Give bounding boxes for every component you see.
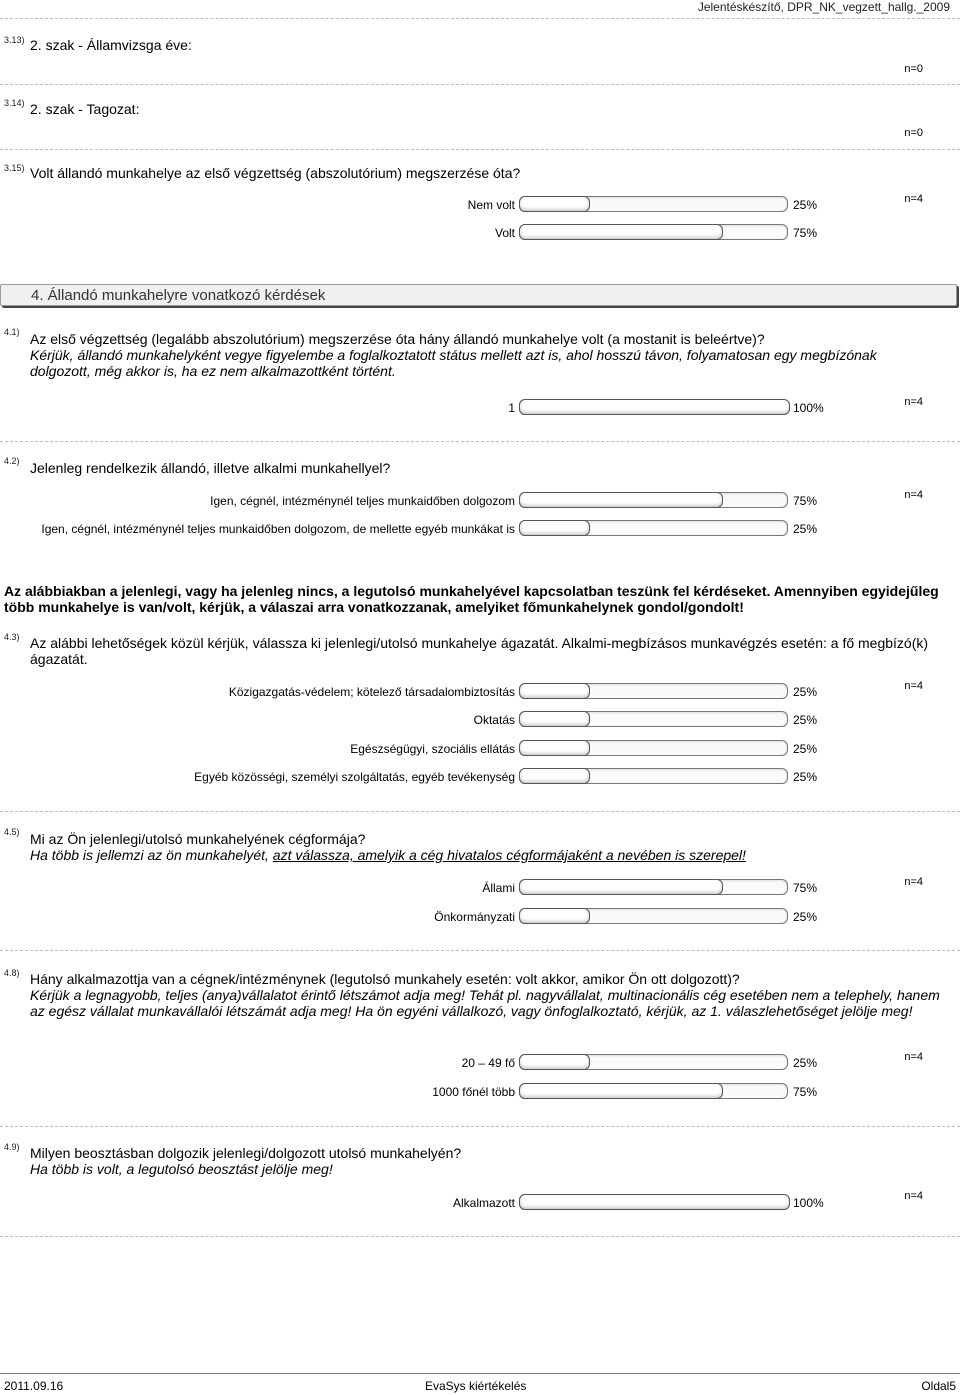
result-bar [519, 740, 788, 756]
response-count: n=4 [904, 1051, 923, 1063]
question-title: Az első végzettség (legalább abszolutórium) megszerzése óta hány állandó munkahelye volt (a mostanit is beleértve)? [30, 331, 765, 347]
result-bar-fill [519, 196, 590, 212]
response-count: n=4 [904, 396, 923, 408]
separator [0, 84, 960, 85]
result-bar [519, 683, 788, 699]
question-title: 2. szak - Államvizsga éve: [30, 37, 192, 53]
option-percent: 100% [793, 401, 824, 415]
separator [0, 811, 960, 812]
question-instruction: Kérjük a legnagyobb, teljes (anya)vállalatot érintő létszámot adja meg! Tehát pl. nagyvállalat, multinacionális cég esetében nem a telephely, hanem az egész vállalat munkavállalói létszámát adja meg! Ha ön egyéni vállalkozó, vagy önfoglalkoztató, kérjük, az 1. válaszlehetőséget jelölje meg! [30, 987, 940, 1019]
question-title: Hány alkalmazottja van a cégnek/intézménynek (legutolsó munkahely esetén: volt akkor, amikor Ön ott dolgozott)? [30, 971, 740, 987]
result-bar [519, 1194, 788, 1210]
instruction-lead: Ha több is jellemzi az ön munkahelyét, [30, 847, 273, 863]
response-count: n=4 [904, 489, 923, 501]
separator [0, 149, 960, 150]
option-label: Alkalmazott [452, 1196, 515, 1210]
instruction-emphasis: azt válassza, amelyik a cég hivatalos cégformájaként a nevében is szerepel! [272, 847, 746, 863]
question-number: 3.13) [4, 35, 25, 45]
result-bar-fill [519, 1054, 590, 1070]
result-bar-fill [519, 683, 590, 699]
option-percent: 25% [793, 685, 818, 699]
separator [0, 441, 960, 442]
footer-page: Oldal5 [921, 1379, 956, 1393]
option-label: Volt [494, 226, 515, 240]
option-percent: 75% [793, 1085, 818, 1099]
result-bar-fill [519, 492, 723, 508]
option-label: 1 [508, 401, 515, 415]
section-header: 4. Állandó munkahelyre vonatkozó kérdések [0, 284, 957, 306]
option-label: Igen, cégnél, intézménynél teljes munkaidőben dolgozom [210, 494, 515, 508]
option-label: Igen, cégnél, intézménynél teljes munkaidőben dolgozom, de mellette egyéb munkákat is [41, 522, 515, 536]
question-number: 4.2) [4, 456, 20, 466]
response-count: n=0 [904, 127, 923, 139]
result-bar-fill [519, 1194, 790, 1210]
question-number: 4.3) [4, 632, 20, 642]
result-bar [519, 711, 788, 727]
result-bar [519, 224, 788, 240]
response-count: n=0 [904, 63, 923, 75]
response-count: n=4 [904, 193, 923, 205]
option-label: 1000 főnél több [432, 1085, 515, 1099]
option-percent: 25% [793, 770, 818, 784]
option-percent: 25% [793, 522, 818, 536]
result-bar-fill [519, 399, 790, 415]
header-divider [0, 18, 960, 19]
question-number: 4.5) [4, 827, 20, 837]
question-title: Jelenleg rendelkezik állandó, illetve alkalmi munkahellyel? [30, 460, 391, 476]
question-title: Milyen beosztásban dolgozik jelenlegi/dolgozott utolsó munkahelyén? [30, 1145, 462, 1161]
question-title: Volt állandó munkahelye az első végzettség (abszolutórium) megszerzése óta? [30, 165, 521, 181]
question-number: 4.9) [4, 1142, 20, 1152]
separator [0, 1236, 960, 1237]
result-bar-fill [519, 768, 590, 784]
option-percent: 75% [793, 881, 818, 895]
result-bar-fill [519, 1083, 723, 1099]
result-bar-fill [519, 908, 590, 924]
option-percent: 25% [793, 713, 818, 727]
option-percent: 25% [793, 198, 818, 212]
question-number: 4.1) [4, 327, 20, 337]
question-instruction [30, 847, 940, 863]
report-title: Jelentéskészítő, DPR_NK_vegzett_hallg._2009 [697, 0, 950, 14]
option-percent: 25% [793, 910, 818, 924]
result-bar [519, 768, 788, 784]
option-label: Oktatás [473, 713, 515, 727]
question-instruction: Ha több is volt, a legutolsó beosztást jelölje meg! [30, 1161, 333, 1177]
question-instruction: Kérjük, állandó munkahelyként vegye figyelembe a foglalkoztatott státus mellett azt is, ahol hosszú távon, folyamatosan egy megbízónak dolgozott, még akkor is, ha ez nem alkalmazottként történt. [30, 347, 877, 379]
question-number: 4.8) [4, 968, 20, 978]
result-bar [519, 1054, 788, 1070]
separator [0, 1126, 960, 1127]
result-bar-fill [519, 740, 590, 756]
option-label: 20 – 49 fő [461, 1056, 515, 1070]
option-percent: 75% [793, 494, 818, 508]
question-title: Mi az Ön jelenlegi/utolsó munkahelyének cégformája? [30, 831, 366, 847]
result-bar-fill [519, 711, 590, 727]
result-bar [519, 879, 788, 895]
result-bar [519, 1083, 788, 1099]
result-bar-fill [519, 520, 590, 536]
option-percent: 100% [793, 1196, 824, 1210]
option-percent: 75% [793, 226, 818, 240]
separator [0, 950, 960, 951]
result-bar [519, 196, 788, 212]
footer-center: EvaSys kiértékelés [425, 1379, 527, 1393]
result-bar [519, 492, 788, 508]
result-bar [519, 908, 788, 924]
response-count: n=4 [904, 1190, 923, 1202]
result-bar-fill [519, 879, 723, 895]
intro-text: Az alábbiakban a jelenlegi, vagy ha jelenleg nincs, a legutolsó munkahelyével kapcsolatban teszünk fel kérdéseket. Amennyiben egyidejűleg több munkahelye is van/volt, kérjük, a válaszai arra vonatkozzanak, amelyiket főmunkahelynek gondol/gondolt! [4, 583, 939, 615]
result-bar [519, 399, 788, 415]
footer-date: 2011.09.16 [4, 1379, 64, 1393]
question-number: 3.14) [4, 98, 25, 108]
result-bar-fill [519, 224, 723, 240]
question-title: Az alábbi lehetőségek közül kérjük, válassza ki jelenlegi/utolsó munkahelye ágazatát. Alkalmi-megbízásos munkavégzés esetén: a fő megbízó(k) ágazatát. [30, 635, 929, 667]
option-percent: 25% [793, 1056, 818, 1070]
option-percent: 25% [793, 742, 818, 756]
option-label: Állami [482, 881, 515, 895]
question-title: 2. szak - Tagozat: [30, 101, 140, 117]
question-number: 3.15) [4, 163, 25, 173]
option-label: Nem volt [467, 198, 515, 212]
option-label: Közigazgatás-védelem; kötelező társadalombiztosítás [228, 685, 515, 699]
option-label: Egészségügyi, szociális ellátás [350, 742, 515, 756]
result-bar [519, 520, 788, 536]
response-count: n=4 [904, 876, 923, 888]
response-count: n=4 [904, 680, 923, 692]
option-label: Egyéb közösségi, személyi szolgáltatás, egyéb tevékenység [194, 770, 515, 784]
option-label: Önkormányzati [434, 910, 515, 924]
footer-divider [0, 1373, 960, 1374]
